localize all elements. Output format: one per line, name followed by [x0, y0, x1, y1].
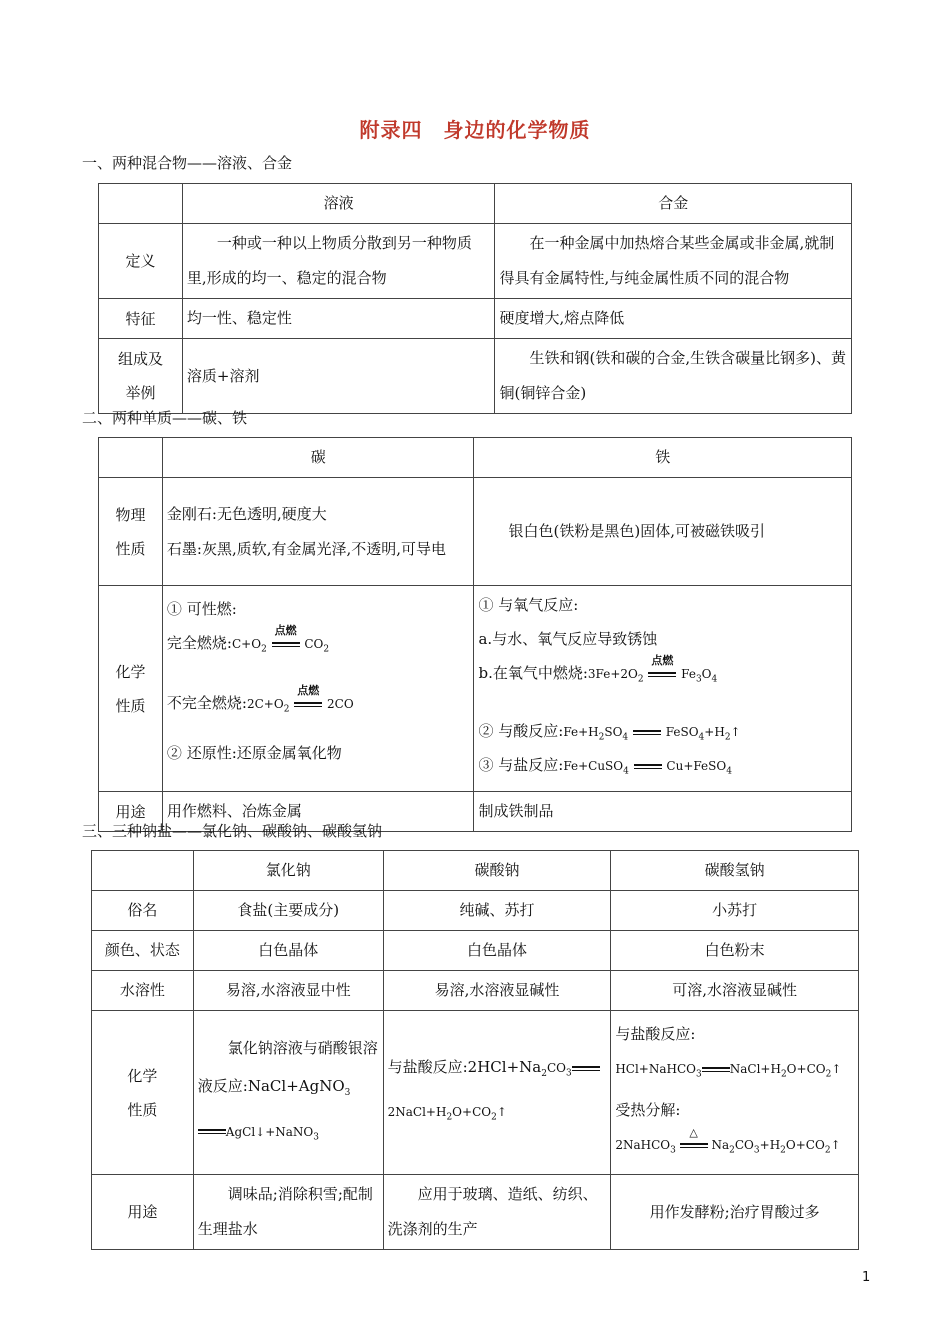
mixtures-table [98, 183, 852, 414]
iron-use: 制成铁制品 [474, 792, 852, 832]
na2co3-use: 应用于玻璃、造纸、纺织、洗涤剂的生产 [383, 1175, 611, 1250]
section-1-heading: 一、两种混合物——溶液、合金 [82, 154, 293, 172]
header-carbon: 碳 [162, 438, 474, 478]
iron-chemical: ① 与氧气反应: a.与水、氧气反应导致锈蚀 b.在氧气中燃烧$:3Fe+2O_2$ 点燃 $Fe_3O_4$ ② 与酸反应$:Fe+H_2SO_4$ $FeSO_4+H_2↑$ ③ 与盐反应:Fe+CuSO$_4$ Cu+FeSO$_4$ [474, 586, 852, 792]
nahco3-solubility: 可溶,水溶液显碱性 [611, 971, 859, 1011]
row-label-common-name: 俗名 [92, 891, 194, 931]
alloy-definition: 在一种金属中加热熔合某些金属或非金属,就制得具有金属特性,与纯金属性质不同的混合物 [495, 224, 852, 299]
row-label-color-state: 颜色、状态 [92, 931, 194, 971]
row-label-chemical-salts: 化学 性质 [92, 1011, 194, 1175]
section-2-heading: 二、两种单质——碳、铁 [82, 409, 248, 427]
nacl-common-name: 食盐(主要成分) [193, 891, 383, 931]
solution-composition: 溶质+溶剂 [182, 339, 495, 414]
page-title: 附录四 身边的化学物质 [359, 118, 591, 142]
alloy-feature: 硬度增大,熔点降低 [495, 299, 852, 339]
carbon-physical: 金刚石:无色透明,硬度大 石墨:灰黑,质软,有金属光泽,不透明,可导电 [162, 478, 474, 586]
row-label-use: 用途 [99, 792, 163, 832]
row-label-physical: 物理 性质 [99, 478, 163, 586]
row-label-solubility: 水溶性 [92, 971, 194, 1011]
nacl-chemical: 氯化钠溶液与硝酸银溶液反应:NaCl+AgNO$_3$ AgCl↓+NaNO$_3$ [193, 1011, 383, 1175]
sodium-salts-table [91, 850, 859, 1250]
nahco3-use: 用作发酵粉;治疗胃酸过多 [611, 1175, 859, 1250]
row-label-feature: 特征 [99, 299, 183, 339]
nahco3-color-state: 白色粉末 [611, 931, 859, 971]
na2co3-common-name: 纯碱、苏打 [383, 891, 611, 931]
nacl-use: 调味品;消除积雪;配制生理盐水 [193, 1175, 383, 1250]
solution-definition: 一种或一种以上物质分散到另一种物质里,形成的均一、稳定的混合物 [182, 224, 495, 299]
header-nahco3: 碳酸氢钠 [611, 851, 859, 891]
elements-table [98, 437, 852, 832]
carbon-use: 用作燃料、冶炼金属 [162, 792, 474, 832]
carbon-chemical: ① 可性燃: 完全燃烧$:C+O_2$ 点燃 $CO_2$ 不完全燃烧$:2C+O_2$ 点燃 2CO ② 还原性:还原金属氧化物 [162, 586, 474, 792]
nahco3-common-name: 小苏打 [611, 891, 859, 931]
na2co3-chemical: 与盐酸反应$:2HCl+Na_2CO_3$ $2NaCl+H_2O+CO_2↑$ [383, 1011, 611, 1175]
na2co3-solubility: 易溶,水溶液显碱性 [383, 971, 611, 1011]
row-label-definition: 定义 [99, 224, 183, 299]
alloy-composition: 生铁和钢(铁和碳的合金,生铁含碳量比钢多)、黄铜(铜锌合金) [495, 339, 852, 414]
solution-feature: 均一性、稳定性 [182, 299, 495, 339]
nacl-solubility: 易溶,水溶液显中性 [193, 971, 383, 1011]
header-alloy: 合金 [495, 184, 852, 224]
nahco3-chemical: 与盐酸反应: HCl+NaHCO$_3$ $NaCl+H_2O+CO_2↑$ 受热分解: 2NaHCO$_3$ △ $Na_2CO_3+H_2O+CO_2↑$ [611, 1011, 859, 1175]
nacl-color-state: 白色晶体 [193, 931, 383, 971]
header-solution: 溶液 [182, 184, 495, 224]
iron-physical: 银白色(铁粉是黑色)固体,可被磁铁吸引 [474, 478, 852, 586]
row-label-composition: 组成及 举例 [99, 339, 183, 414]
row-label-chemical: 化学 性质 [99, 586, 163, 792]
header-iron: 铁 [474, 438, 852, 478]
header-nacl: 氯化钠 [193, 851, 383, 891]
na2co3-color-state: 白色晶体 [383, 931, 611, 971]
page-number: 1 [862, 1270, 871, 1285]
header-na2co3: 碳酸钠 [383, 851, 611, 891]
section-3-heading: 三、三种钠盐——氯化钠、碳酸钠、碳酸氢钠 [82, 822, 383, 840]
row-label-use-salts: 用途 [92, 1175, 194, 1250]
